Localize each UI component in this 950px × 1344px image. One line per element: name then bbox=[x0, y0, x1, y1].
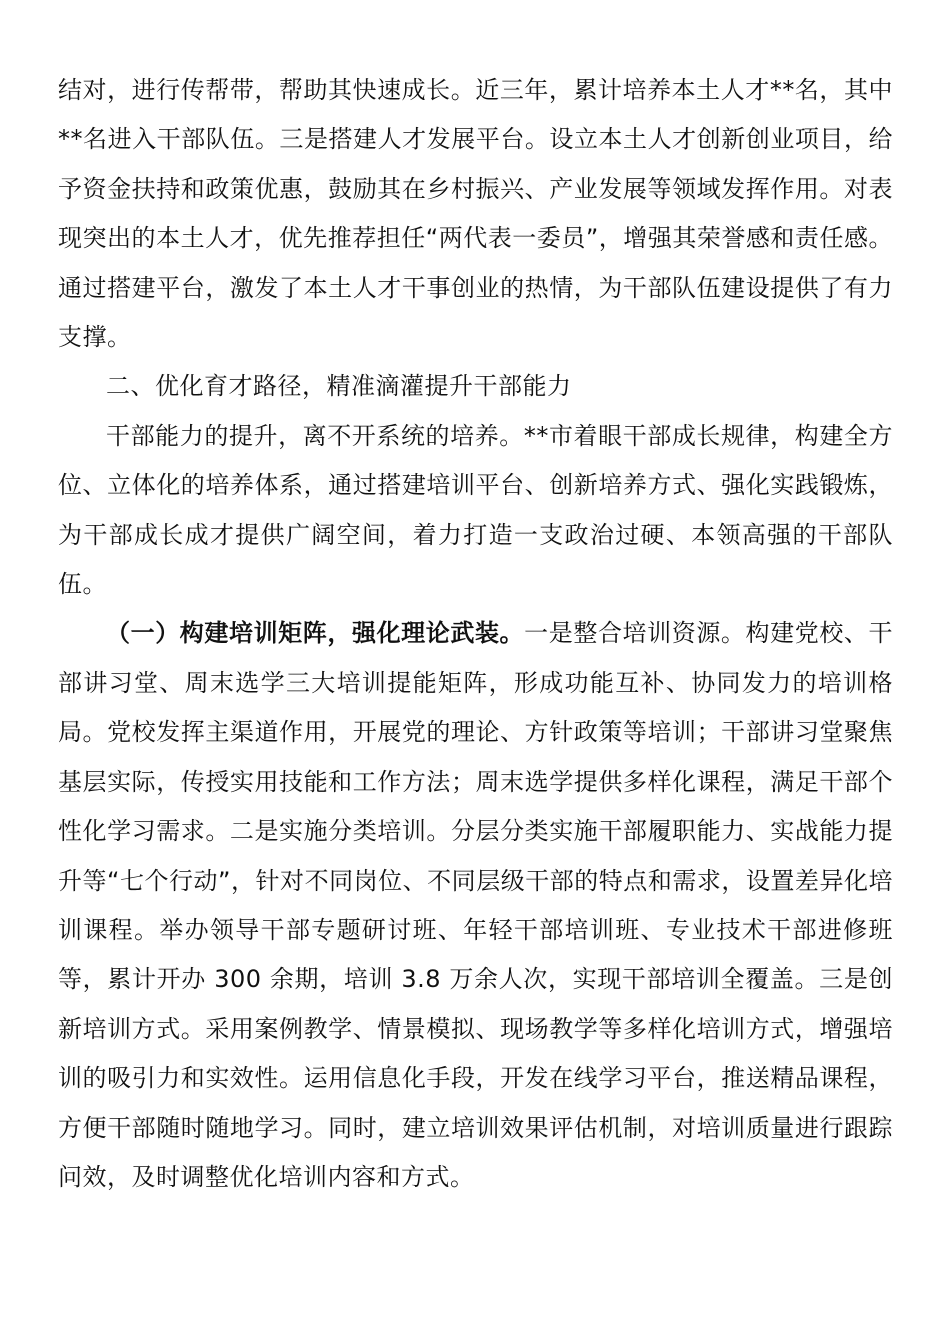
paragraph-3 bbox=[58, 609, 893, 1202]
paragraph-2: 干部能力的提升，离不开系统的培养。**市着眼干部成长规律，构建全方位、立体化的培养体系，通过搭建培训平台、创新培养方式、强化实践锻炼，为干部成长成才提供广阔空间，着力打造一支政治过硬、本领高强的干部队伍。 bbox=[58, 421, 893, 599]
document-body bbox=[58, 66, 893, 1202]
paragraph-3-body: 一是整合培训资源。构建党校、干部讲习堂、周末选学三大培训提能矩阵，形成功能互补、协同发力的培训格局。党校发挥主渠道作用，开展党的理论、方针政策等培训；干部讲习堂聚焦基层实际，传授实用技能和工作方法；周末选学提供多样化课程，满足干部个性化学习需求。二是实施分类培训。分层分类实施干部履职能力、实战能力提升等“七个行动”，针对不同岗位、不同层级干部的特点和需求，设置差异化培训课程。举办领导干部专题研讨班、年轻干部培训班、专业技术干部进修班等，累计开办 300 余期，培训 3.8 万余人次，实现干部培训全覆盖。三是创新培训方式。采用案例教学、情景模拟、现场教学等多样化培训方式，增强培训的吸引力和实效性。运用信息化手段，开发在线学习平台，推送精品课程，方便干部随时随地学习。同时，建立培训效果评估机制，对培训质量进行跟踪问效，及时调整优化培训内容和方式。 bbox=[58, 619, 894, 1191]
section-heading: 二、优化育才路径，精准滴灌提升干部能力 bbox=[106, 372, 572, 401]
paragraph-1: 结对，进行传帮带，帮助其快速成长。近三年，累计培养本土人才**名，其中**名进入干部队伍。三是搭建人才发展平台。设立本土人才创新创业项目，给予资金扶持和政策优惠，鼓励其在乡村振兴、产业发展等领域发挥作用。对表现突出的本土人才，优先推荐担任“两代表一委员”，增强其荣誉感和责任感。通过搭建平台，激发了本土人才干事创业的热情，为干部队伍建设提供了有力支撑。 bbox=[58, 76, 893, 352]
subsection-heading: （一）构建培训矩阵，强化理论武装。 bbox=[106, 619, 525, 648]
